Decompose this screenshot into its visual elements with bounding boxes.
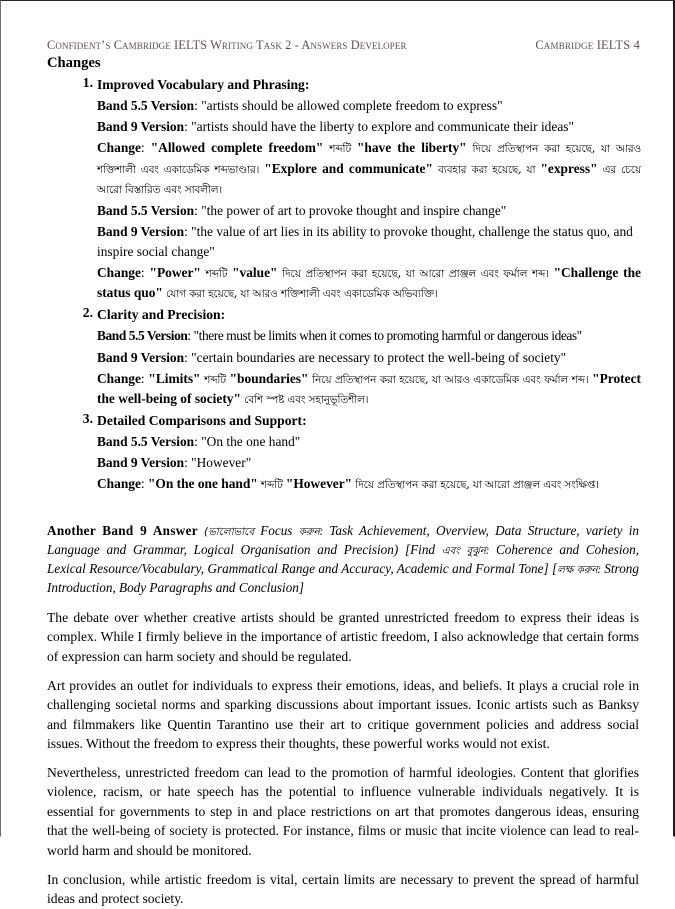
- italic-text: Task Achievement, Overview, Data Structure, variety in Language and Grammar, Logical Organisation and Precision) [Find: [47, 523, 639, 558]
- band-version-line: [97, 326, 651, 346]
- change-list-item: [47, 75, 651, 303]
- label-separator: :: [184, 119, 192, 135]
- label-separator: :: [184, 223, 192, 239]
- band-version-label: Band 9 Version: [97, 119, 185, 135]
- emphasis-term: "Limits": [148, 370, 201, 386]
- change-list-item: [47, 305, 651, 409]
- change-explanation: [97, 138, 651, 198]
- essay-body: [47, 608, 651, 909]
- bengali-text: (ভালোভাবে: [197, 526, 261, 539]
- emphasis-term: "Allowed complete freedom": [150, 140, 324, 156]
- band-version-label: Band 5.5 Version: [97, 434, 195, 449]
- bengali-text: শব্দটি: [257, 479, 286, 492]
- running-head-right: Cambridge IELTS 4: [535, 38, 640, 52]
- band-version-line: [97, 348, 651, 368]
- another-answer-heading: [47, 522, 651, 598]
- emphasis-term: "boundaries": [229, 370, 309, 386]
- change-label: Change: [97, 140, 141, 156]
- essay-paragraph: In conclusion, while artistic freedom is vital, certain limits are necessary to prevent the spread of harmful ideas and protect society.: [47, 871, 639, 907]
- band-version-label: Band 9 Version: [97, 223, 185, 239]
- bengali-text: ব্যবহার করা হয়েছে, যা: [432, 163, 541, 176]
- emphasis-term: "However": [285, 476, 353, 492]
- bengali-text: এবং বুঝুন:: [441, 545, 496, 558]
- band-version-line: [97, 117, 651, 137]
- bengali-text: দিয়ে প্রতিস্থাপন করা হয়েছে, যা আরো প্রাঞ্জল এবং সংক্ষিপ্ত।: [352, 479, 599, 492]
- emphasis-term: "value": [232, 265, 278, 281]
- bengali-text: দিয়ে প্রতিস্থাপন করা হয়েছে, যা আরও শক্তিশালী এবং একাডেমিক শব্দভাণ্ডার।: [97, 143, 641, 176]
- emphasis-term: "Protect the well-being of society": [97, 370, 641, 406]
- change-explanation: [97, 263, 651, 303]
- emphasis-term: "Power": [149, 265, 201, 281]
- bengali-text: শব্দটি: [323, 143, 357, 156]
- label-separator: :: [184, 349, 192, 365]
- band-version-text: "the value of art lies in its ability to provoke thought, challenge the status quo, and inspire social change": [97, 223, 633, 260]
- emphasis-term: "On the one hand": [147, 476, 258, 492]
- band-version-text: "On the one hand": [201, 434, 301, 449]
- essay-paragraph: Art provides an outlet for individuals to express their emotions, ideas, and beliefs. It plays a crucial role in challenging societal norms and sparking discussions about important issues. Iconic artists such as Banksy and filmmakers like Quentin Tarantino use their art to critique government policies and address social issues. Without the freedom to express their thoughts, these powerful works would not exist.: [47, 677, 639, 752]
- emphasis-term: "Explore and communicate": [264, 160, 433, 176]
- label-separator: :: [140, 370, 149, 386]
- band-version-text: "However": [191, 455, 252, 471]
- band-version-text: "artists should be allowed complete freedom to express": [201, 98, 503, 114]
- emphasis-term: "Challenge the status quo": [97, 265, 642, 301]
- band-version-text: "there must be limits when it comes to promoting harmful or dangerous ideas": [193, 328, 582, 344]
- label-separator: :: [184, 455, 192, 471]
- band-version-label: Band 9 Version: [97, 349, 185, 365]
- section-spacer: [47, 496, 651, 522]
- band-version-line: [97, 201, 651, 221]
- band-version-text: "certain boundaries are necessary to protect the well-being of society": [191, 349, 567, 365]
- band-version-label: Band 5.5 Version: [97, 98, 195, 114]
- band-version-line: [97, 432, 651, 452]
- band-version-line: [97, 96, 651, 116]
- change-item-heading: Improved Vocabulary and Phrasing:: [97, 77, 310, 93]
- label-separator: :: [194, 98, 202, 114]
- running-head-left: Confident’s Cambridge IELTS Writing Task 2 - Answers Developer: [47, 38, 407, 52]
- label-separator: :: [140, 476, 148, 492]
- another-answer-title: Another Band 9 Answer: [47, 523, 198, 539]
- italic-text: Focus: [260, 523, 293, 539]
- list-item-number: 1.: [82, 75, 93, 91]
- running-head: [47, 39, 651, 53]
- change-explanation: [97, 369, 651, 409]
- band-version-line: [97, 222, 651, 262]
- bengali-text: দিয়ে প্রতিস্থাপন করা হয়েছে, যা আরো প্রাঞ্জল এবং ফর্মাল শব্দ।: [277, 268, 554, 281]
- list-item-number: 2.: [82, 305, 93, 321]
- bengali-text: শব্দটি: [200, 268, 233, 281]
- bengali-text: নিয়ে প্রতিস্থাপন করা হয়েছে, যা আরও একাডেমিক এবং ফর্মাল শব্দ।: [308, 373, 593, 386]
- page-title: Changes: [47, 54, 101, 71]
- change-item-heading: Clarity and Precision:: [97, 307, 226, 323]
- band-version-label: Band 5.5 Version: [97, 328, 188, 344]
- emphasis-term: "express": [540, 160, 598, 176]
- bengali-text: শব্দটি: [200, 373, 230, 386]
- band-version-line: [97, 453, 651, 473]
- bengali-text: বেশি স্পষ্ট এবং সহানুভূতিশীল।: [240, 393, 369, 406]
- bengali-text: করুন:: [292, 526, 330, 539]
- list-item-number: 3.: [82, 410, 93, 426]
- bengali-text: লক্ষ করুন:: [557, 564, 605, 577]
- label-separator: :: [194, 202, 202, 218]
- band-version-label: Band 5.5 Version: [97, 202, 195, 218]
- change-list-item: [47, 411, 651, 494]
- label-separator: :: [140, 140, 151, 156]
- essay-paragraph: The debate over whether creative artists should be granted unrestricted freedom to express their ideas is complex. While I firmly believe in the importance of artistic freedom, I also acknowledge that certain forms of expression can harm society and should be regulated.: [47, 609, 639, 664]
- change-item-heading: Detailed Comparisons and Support:: [97, 412, 307, 428]
- change-label: Change: [97, 370, 141, 386]
- change-label: Change: [97, 265, 141, 281]
- band-version-text: "the power of art to provoke thought and inspire change": [201, 202, 507, 218]
- label-separator: :: [140, 265, 150, 281]
- band-version-label: Band 9 Version: [97, 455, 185, 471]
- italic-text: Strong Introduction, Body Paragraphs and Conclusion]: [47, 561, 639, 595]
- bengali-text: যোগ করা হয়েছে, যা আরও শক্তিশালী এবং একাডেমিক অভিব্যক্তি।: [162, 288, 438, 301]
- essay-paragraph: Nevertheless, unrestricted freedom can lead to the promotion of harmful ideologies. Content that glorifies violence, racism, or hate speech has the potential to influence vulnerable individuals negatively. It is essential for governments to step in and place restrictions on art that promotes dangerous ideas, ensuring that the well-being of society is protected. For instance, films or music that incite violence can lead to real-world harm and should be monitored.: [47, 764, 639, 859]
- change-label: Change: [97, 476, 141, 492]
- emphasis-term: "have the liberty": [356, 140, 467, 156]
- label-separator: :: [194, 434, 202, 449]
- change-explanation: [97, 474, 651, 494]
- bengali-text: এর চেয়ে আরো বিস্তারিত এবং সাবলীল।: [97, 163, 641, 196]
- italic-text: Coherence and Cohesion, Lexical Resource/Vocabulary, Grammatical Range and Accuracy, Academic and Formal Tone] [: [47, 542, 639, 577]
- changes-list: [47, 75, 651, 494]
- label-separator: :: [187, 328, 194, 344]
- band-version-text: "artists should have the liberty to explore and communicate their ideas": [191, 119, 574, 135]
